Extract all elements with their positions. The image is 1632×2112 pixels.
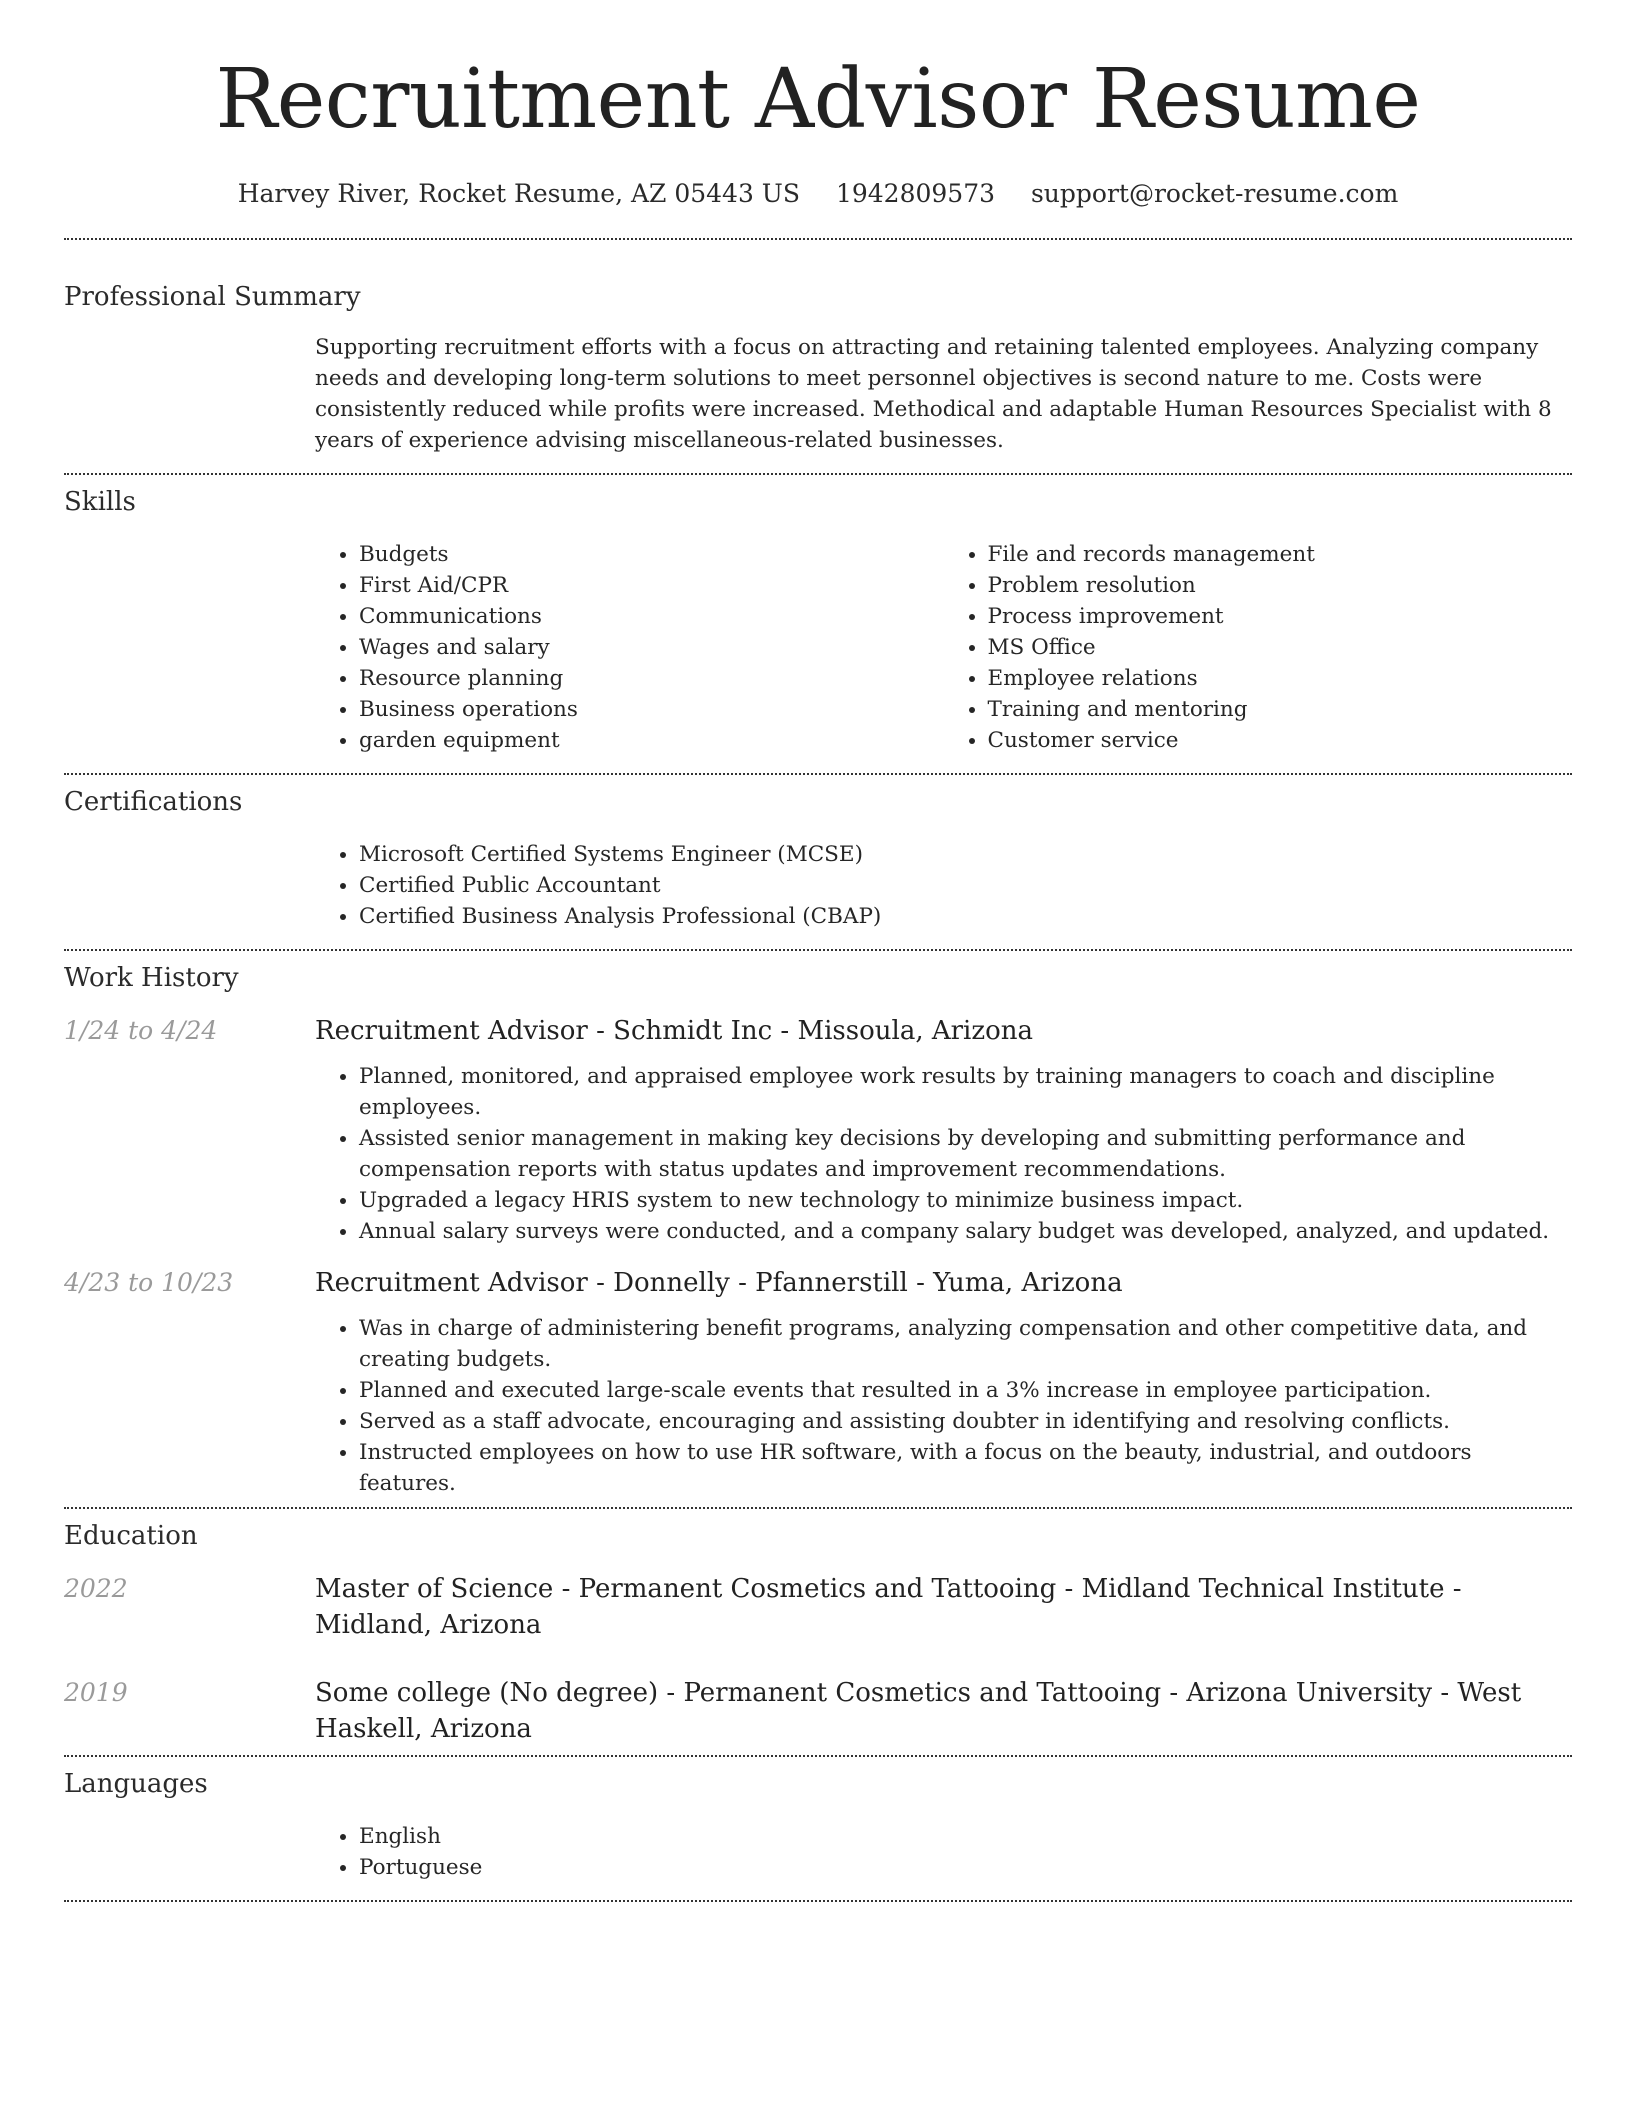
certification-item: • Certified Business Analysis Professional (CBAP): [359, 901, 1572, 932]
skill-item: • File and records management: [988, 539, 1573, 570]
skill-item: • Business operations: [359, 694, 944, 725]
certifications-body: [315, 839, 1572, 932]
job-entry: [64, 1265, 1572, 1499]
skills-section: [64, 475, 1572, 756]
skill-item: • First Aid/CPR: [359, 570, 944, 601]
skill-item: • MS Office: [988, 632, 1573, 663]
job-bullet: • Planned and executed large-scale events that resulted in a 3% increase in employee participation.: [359, 1375, 1572, 1406]
skills-grid: [315, 539, 1572, 756]
summary-body: [315, 332, 1572, 456]
job-bullets: [315, 1061, 1572, 1247]
summary-section: [64, 240, 1572, 456]
languages-body: [315, 1821, 1572, 1883]
education-heading-line: [315, 1675, 1572, 1747]
contact-phone: 1942809573: [835, 179, 996, 208]
skills-list-left: [315, 539, 944, 756]
resume-page: [64, 0, 1572, 1902]
work-list: [64, 1013, 1572, 1499]
education-list: [64, 1571, 1572, 1747]
job-dates: 1/24 to 4/24: [64, 1016, 218, 1045]
job-dates: 4/23 to 10/23: [64, 1268, 234, 1297]
skills-heading: Skills: [64, 487, 136, 517]
skill-item: • Training and mentoring: [988, 694, 1573, 725]
summary-heading: Professional Summary: [64, 282, 361, 312]
job-bullets: [315, 1313, 1572, 1499]
job-bullet: • Annual salary surveys were conducted, and a company salary budget was developed, analyzed, and updated.: [359, 1216, 1572, 1247]
languages-section: [64, 1757, 1572, 1883]
job-bullet: • Instructed employees on how to use HR software, with a focus on the beauty, industrial, and outdoors features.: [359, 1437, 1572, 1499]
job-title: Recruitment Advisor: [315, 1268, 588, 1298]
skill-item: • Process improvement: [988, 601, 1573, 632]
education-details: Permanent Cosmetics and Tattooing - Midland Technical Institute - Midland, Arizona: [315, 1574, 1462, 1640]
degree-title: Some college (No degree): [315, 1678, 659, 1708]
job-heading: [315, 1013, 1572, 1049]
degree-title: Master of Science: [315, 1574, 554, 1604]
job-entry: [64, 1013, 1572, 1247]
separator: -: [587, 1268, 614, 1298]
job-bullet: • Was in charge of administering benefit programs, analyzing compensation and other competitive data, and creating budgets.: [359, 1313, 1572, 1375]
language-item: • Portuguese: [359, 1852, 1572, 1883]
job-title: Recruitment Advisor: [315, 1016, 588, 1046]
contact-line: [64, 176, 1572, 212]
certifications-section: [64, 775, 1572, 932]
divider: [64, 1900, 1572, 1902]
skill-item: • Budgets: [359, 539, 944, 570]
education-heading-line: [315, 1571, 1572, 1643]
skill-item: • garden equipment: [359, 725, 944, 756]
job-details: Schmidt Inc - Missoula, Arizona: [613, 1016, 1033, 1046]
job-bullet: • Served as a staff advocate, encouraging and assisting doubter in identifying and resolving conflicts.: [359, 1406, 1572, 1437]
work-section: [64, 951, 1572, 1499]
certification-item: • Microsoft Certified Systems Engineer (MCSE): [359, 839, 1572, 870]
education-heading: Education: [64, 1521, 198, 1551]
skill-item: • Problem resolution: [988, 570, 1573, 601]
languages-list: [315, 1821, 1572, 1883]
contact-email: support@rocket-resume.com: [1030, 179, 1399, 208]
skill-item: • Wages and salary: [359, 632, 944, 663]
education-entry: [64, 1675, 1572, 1747]
job-details: Donnelly - Pfannerstill - Yuma, Arizona: [613, 1268, 1123, 1298]
job-bullet: • Assisted senior management in making key decisions by developing and submitting performance and compensation reports with status updates and improvement recommendations.: [359, 1123, 1572, 1185]
job-heading: [315, 1265, 1572, 1301]
work-heading: Work History: [64, 963, 239, 993]
education-year: 2019: [64, 1678, 128, 1707]
skill-item: • Employee relations: [988, 663, 1573, 694]
job-bullet-list: [315, 1313, 1572, 1499]
contact-address: Harvey River, Rocket Resume, AZ 05443 US: [237, 179, 800, 208]
certification-item: • Certified Public Accountant: [359, 870, 1572, 901]
education-details: Permanent Cosmetics and Tattooing - Arizona University - West Haskell, Arizona: [315, 1678, 1522, 1744]
certifications-heading: Certifications: [64, 787, 243, 817]
separator: -: [553, 1574, 579, 1604]
job-bullet-list: [315, 1061, 1572, 1247]
education-entry: [64, 1571, 1572, 1643]
resume-title: Recruitment Advisor Resume: [215, 52, 1421, 147]
skills-list-right: [944, 539, 1573, 756]
skill-item: • Customer service: [988, 725, 1573, 756]
job-bullet: • Planned, monitored, and appraised employee work results by training managers to coach and discipline employees.: [359, 1061, 1572, 1123]
separator: -: [658, 1678, 684, 1708]
certifications-list: [315, 839, 1572, 932]
job-bullet: • Upgraded a legacy HRIS system to new technology to minimize business impact.: [359, 1185, 1572, 1216]
languages-heading: Languages: [64, 1769, 208, 1799]
separator: -: [587, 1016, 614, 1046]
education-year: 2022: [64, 1574, 128, 1603]
skill-item: • Resource planning: [359, 663, 944, 694]
skill-item: • Communications: [359, 601, 944, 632]
summary-text: Supporting recruitment efforts with a focus on attracting and retaining talented employees. Analyzing company needs and developing long-term solutions to meet personnel objectives is second nature to me. Costs were consistently reduced while profits were increased. Methodical and adaptable Human Resources Specialist with 8 years of experience advising miscellaneous-related businesses.: [315, 335, 1552, 453]
education-section: [64, 1509, 1572, 1747]
language-item: • English: [359, 1821, 1572, 1852]
